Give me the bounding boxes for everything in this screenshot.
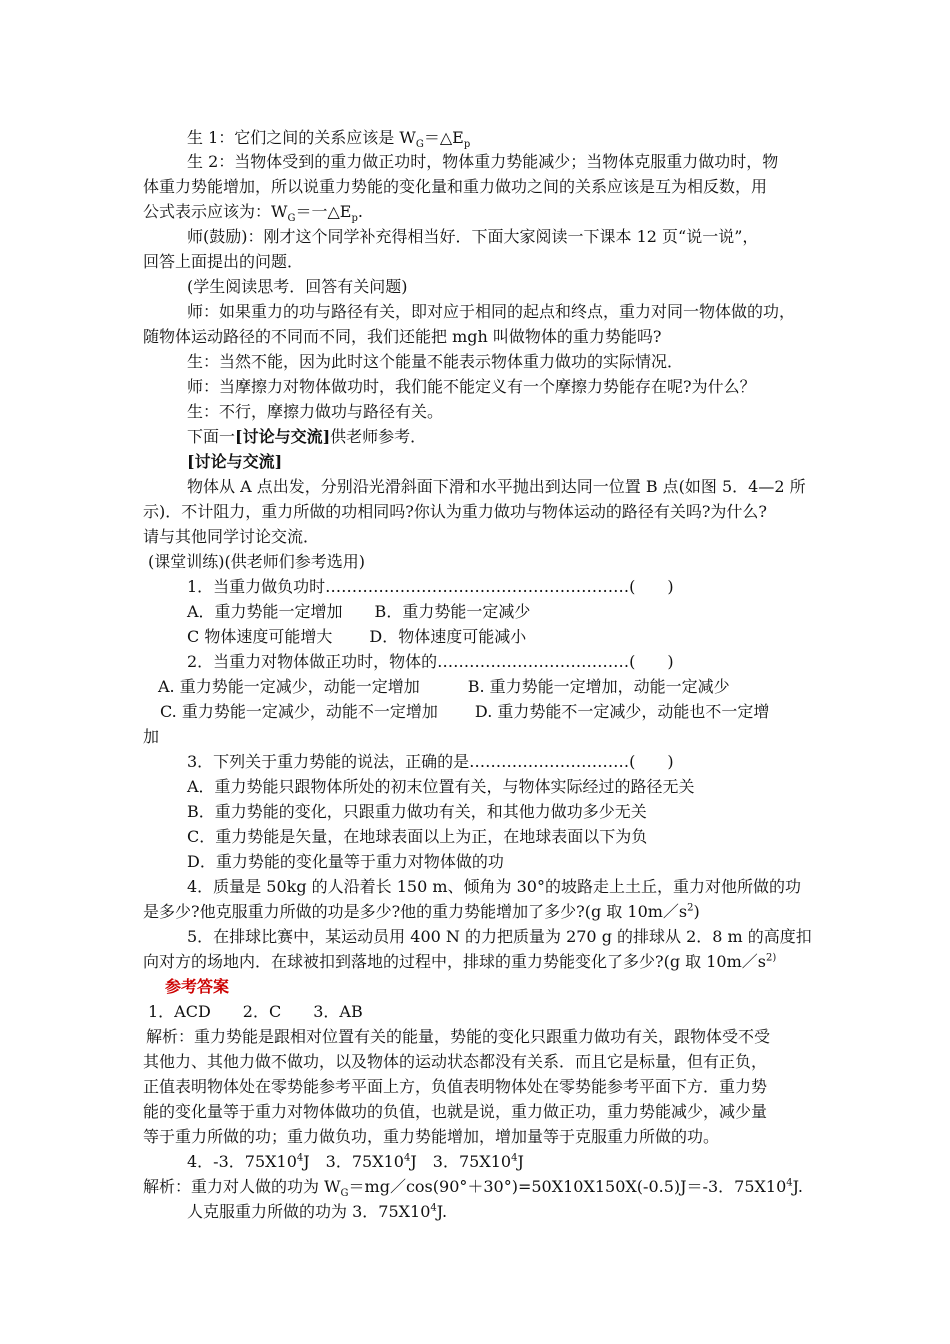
teacher-encourage-line-2: 回答上面提出的问题． bbox=[143, 252, 304, 271]
teacher-friction-question: 师：当摩擦力对物体做功时，我们能不能定义有一个摩擦力势能存在呢?为什么？ bbox=[187, 377, 756, 396]
question-2: 2．当重力对物体做正功时，物体的………………………………( ) bbox=[187, 652, 674, 671]
explanation-line-5: 等于重力所做的功；重力做负功，重力势能增加，增加量等于克服重力所做的功。 bbox=[143, 1127, 720, 1146]
question-4-line-1: 4．质量是 50kg 的人沿着长 150 m、倾角为 30°的坡路走上土丘，重力对他所做的功 bbox=[187, 877, 801, 896]
answers-choice-line: 1．ACD 2．C 3．AB bbox=[148, 1002, 363, 1021]
question-3-option-c: C．重力势能是矢量，在地球表面以上为正，在地球表面以下为负 bbox=[187, 827, 648, 846]
explanation-line-3: 正值表明物体处在零势能参考平面上方，负值表明物体处在零势能参考平面下方．重力势 bbox=[143, 1077, 768, 1096]
question-3: 3．下列关于重力势能的说法，正确的是…………………………( ) bbox=[187, 752, 674, 771]
explanation-line-6: 解析：重力对人做的功为 $W_G=mg/\cos(90^\circ+30^\circ)=50X10X150X(-0.5)J=-3$．$75X10^4J$. bbox=[143, 1177, 803, 1200]
question-2-options-cd-wrap: 加 bbox=[143, 727, 160, 746]
question-1-options-cd: C 物体速度可能增大 D．物体速度可能减小 bbox=[187, 627, 527, 646]
answer-4-line: 4．-3．$75X10^4J$ 3．$75X10^4J$ 3．$75X10^4J$ bbox=[187, 1152, 524, 1171]
question-4-line-2: 是多少?他克服重力所做的功是多少?他的重力势能增加了多少?(g 取 $10m/s^2$) bbox=[143, 902, 700, 921]
student-4-line: 生：不行，摩擦力做功与路径有关。 bbox=[187, 402, 444, 421]
discussion-line-2: 示)．不计阻力，重力所做的功相同吗?你认为重力做功与物体运动的路径有关吗?为什么? bbox=[143, 502, 767, 521]
next-section-line: 下面一[讨论与交流]供老师参考． bbox=[187, 427, 427, 446]
student-1-line: 生 1：它们之间的关系应该是 $W_G=\triangle E_p$ bbox=[187, 128, 471, 151]
teacher-encourage-line-1: 师(鼓励)：刚才这个同学补充得相当好．下面大家阅读一下课本 12 页“说一说”， bbox=[187, 227, 759, 246]
question-2-options-cd: C. 重力势能一定减少，动能不一定增加 D. 重力势能不一定减少，动能也不一定增 bbox=[160, 702, 770, 721]
teacher-question-line-2: 随物体运动路径的不同而不同，我们还能把 mgh 叫做物体的重力势能吗? bbox=[143, 327, 662, 346]
question-5-line-1: 5．在排球比赛中，某运动员用 400 N 的力把质量为 270 g 的排球从 2．8 m 的高度扣 bbox=[187, 927, 812, 946]
discussion-line-1: 物体从 A 点出发，分别沿光滑斜面下滑和水平抛出到达同一位置 B 点(如图 5．4—2 所 bbox=[187, 477, 806, 496]
explanation-line-7: 人克服重力所做的功为 3．$75X10^4J$. bbox=[187, 1202, 448, 1221]
question-1: 1．当重力做负功时…………………………………………………( ) bbox=[187, 577, 674, 596]
explanation-line-4: 能的变化量等于重力对物体做功的负值，也就是说，重力做正功，重力势能减少，减少量 bbox=[143, 1102, 768, 1121]
training-header: (课堂训练)(供老师们参考选用) bbox=[148, 552, 365, 571]
discussion-line-3: 请与其他同学讨论交流． bbox=[143, 527, 320, 546]
discussion-title: [讨论与交流] bbox=[187, 452, 283, 471]
question-5-line-2: 向对方的场地内．在球被扣到落地的过程中，排球的重力势能变化了多少?(g 取 $10m/s^{2)}$ bbox=[143, 952, 777, 971]
question-3-option-a: A．重力势能只跟物体所处的初末位置有关，与物体实际经过的路径无关 bbox=[187, 777, 695, 796]
student-2-line-1: 生 2：当物体受到的重力做正功时，物体重力势能减少；当物体克服重力做功时，物 bbox=[187, 152, 779, 171]
student-2-line-2: 体重力势能增加，所以说重力势能的变化量和重力做功之间的关系应该是互为相反数，用 bbox=[143, 177, 768, 196]
teacher-question-line-1: 师：如果重力的功与路径有关，即对应于相同的起点和终点，重力对同一物体做的功， bbox=[187, 302, 796, 321]
question-1-options-ab: A．重力势能一定增加 B．重力势能一定减少 bbox=[187, 602, 531, 621]
explanation-line-1: 解析：重力势能是跟相对位置有关的能量，势能的变化只跟重力做功有关，跟物体受不受 bbox=[146, 1027, 771, 1046]
student-3-line: 生：当然不能，因为此时这个能量不能表示物体重力做功的实际情况． bbox=[187, 352, 684, 371]
student-2-line-3: 公式表示应该为：$W_G=$一$\triangle E_p$. bbox=[143, 202, 363, 225]
question-3-option-b: B．重力势能的变化，只跟重力做功有关，和其他力做功多少无关 bbox=[187, 802, 647, 821]
question-2-options-ab: A. 重力势能一定减少，动能一定增加 B. 重力势能一定增加，动能一定减少 bbox=[158, 677, 730, 696]
student-reading-note: (学生阅读思考．回答有关问题) bbox=[187, 277, 408, 296]
answers-title: 参考答案 bbox=[165, 977, 230, 996]
question-3-option-d: D．重力势能的变化量等于重力对物体做的功 bbox=[187, 852, 504, 871]
explanation-line-2: 其他力、其他力做不做功，以及物体的运动状态都没有关系．而且它是标量，但有正负， bbox=[143, 1052, 768, 1071]
